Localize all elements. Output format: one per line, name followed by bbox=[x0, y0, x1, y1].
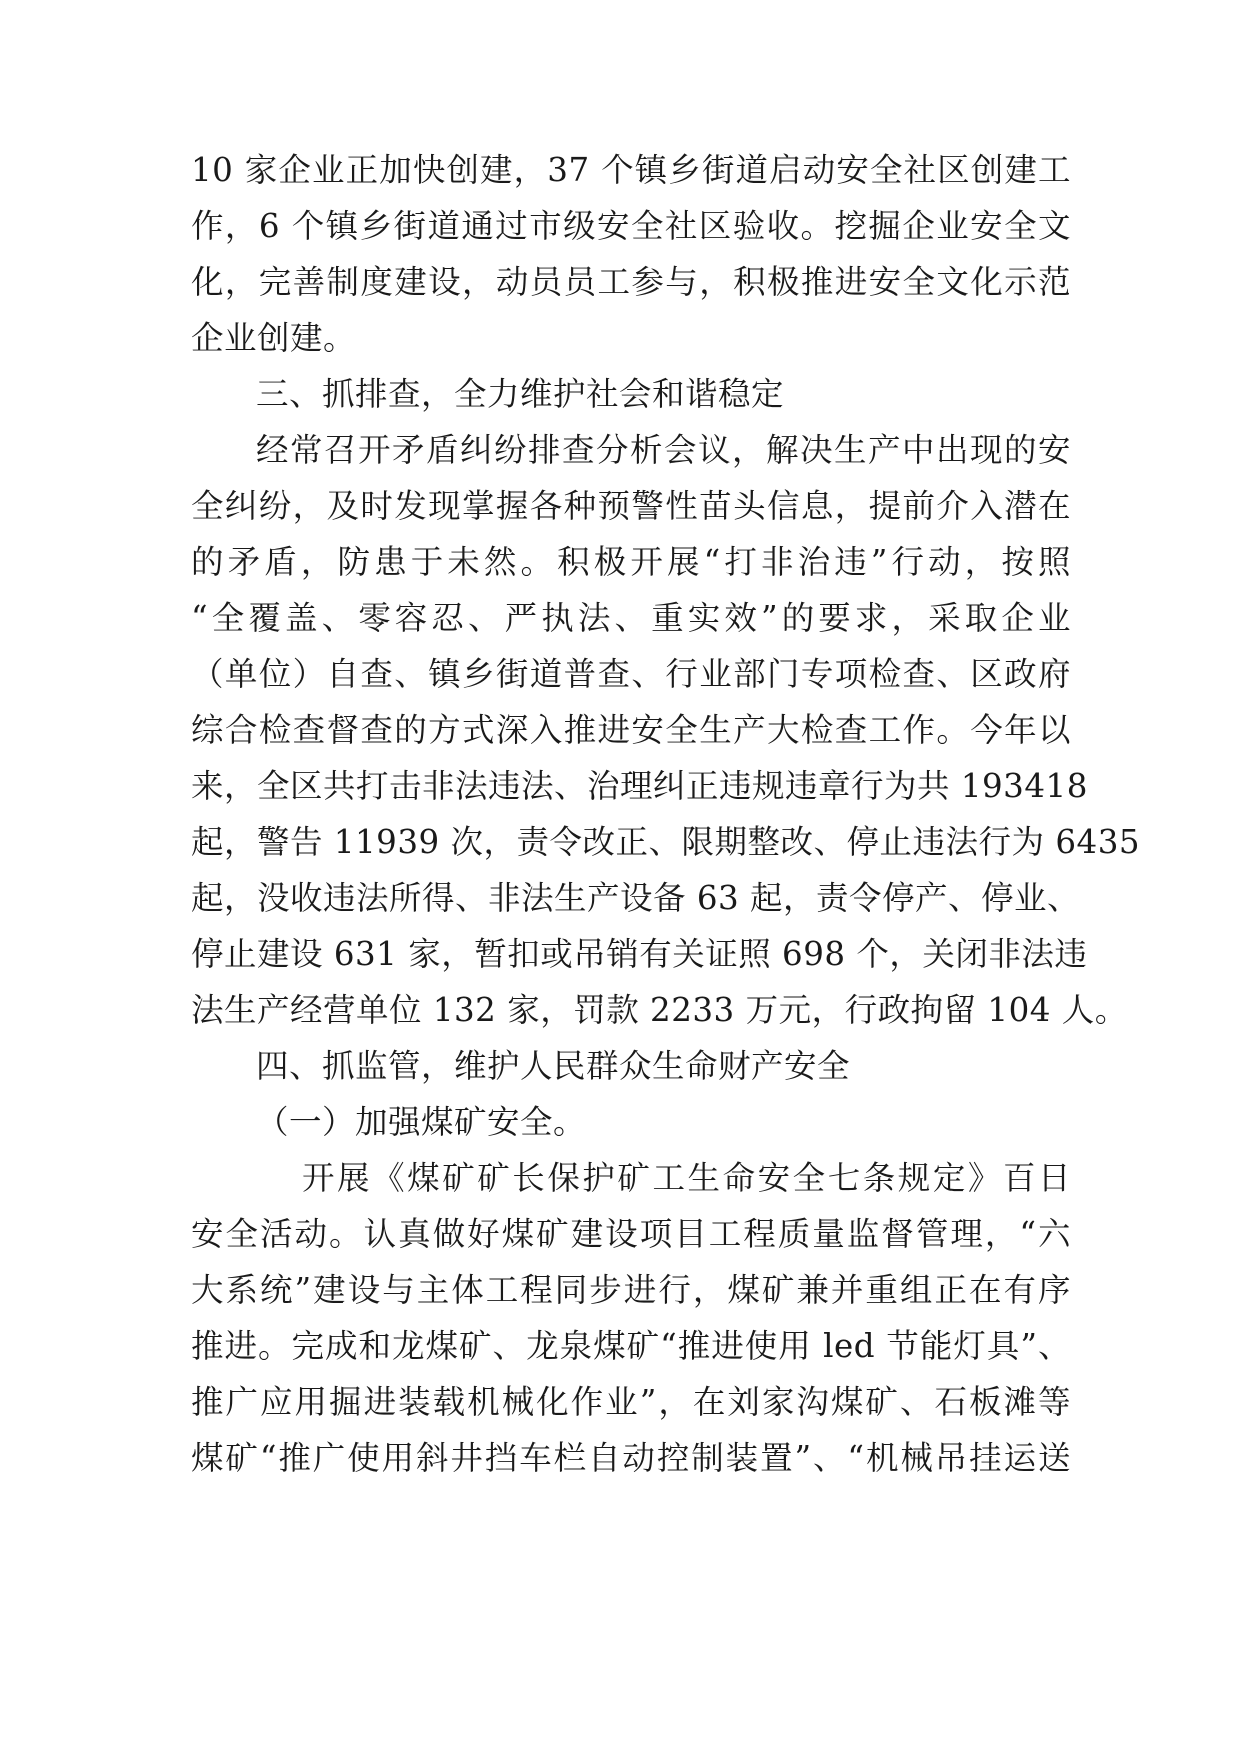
paragraph-line: 作，6 个镇乡街道通过市级安全社区验收。挖掘企业安全文 bbox=[191, 207, 1071, 245]
paragraph-line: 10 家企业正加快创建，37 个镇乡街道启动安全社区创建工 bbox=[191, 151, 1071, 189]
paragraph-line: 起，没收违法所得、非法生产设备 63 起，责令停产、停业、 bbox=[191, 879, 1081, 917]
paragraph-line: 停止建设 631 家，暂扣或吊销有关证照 698 个，关闭非法违 bbox=[191, 935, 1088, 973]
paragraph-line: 开展《煤矿矿长保护矿工生命安全七条规定》百日 bbox=[302, 1159, 1071, 1197]
section-heading: 四、抓监管，维护人民群众生命财产安全 bbox=[256, 1047, 851, 1085]
paragraph-line: 经常召开矛盾纠纷排查分析会议，解决生产中出现的安 bbox=[256, 431, 1071, 469]
paragraph-line: 企业创建。 bbox=[191, 319, 357, 357]
paragraph-line: 来，全区共打击非法违法、治理纠正违规违章行为共 193418 bbox=[191, 767, 1088, 805]
paragraph-line: 法生产经营单位 132 家，罚款 2233 万元，行政拘留 104 人。 bbox=[191, 991, 1128, 1029]
paragraph-line: 推进。完成和龙煤矿、龙泉煤矿“推进使用 led 节能灯具”、 bbox=[191, 1327, 1071, 1365]
paragraph-line: 起，警告 11939 次，责令改正、限期整改、停止违法行为 6435 bbox=[191, 823, 1141, 861]
paragraph-line: 综合检查督查的方式深入推进安全生产大检查工作。今年以 bbox=[191, 711, 1071, 749]
paragraph-line: 安全活动。认真做好煤矿建设项目工程质量监督管理，“六 bbox=[191, 1215, 1071, 1253]
paragraph-line: 煤矿“推广使用斜井挡车栏自动控制装置”、“机械吊挂运送 bbox=[191, 1439, 1071, 1477]
paragraph-line: 全纠纷，及时发现掌握各种预警性苗头信息，提前介入潜在 bbox=[191, 487, 1071, 525]
paragraph-line: 大系统”建设与主体工程同步进行，煤矿兼并重组正在有序 bbox=[191, 1271, 1071, 1309]
paragraph-line: （单位）自查、镇乡街道普查、行业部门专项检查、区政府 bbox=[191, 655, 1071, 693]
paragraph-line: 推广应用掘进装载机械化作业”，在刘家沟煤矿、石板滩等 bbox=[191, 1383, 1071, 1421]
subsection-heading: （一）加强煤矿安全。 bbox=[256, 1103, 587, 1141]
paragraph-line: 的矛盾，防患于未然。积极开展“打非治违”行动，按照 bbox=[191, 543, 1071, 581]
section-heading: 三、抓排查，全力维护社会和谐稳定 bbox=[256, 375, 785, 413]
paragraph-line: “全覆盖、零容忍、严执法、重实效”的要求，采取企业 bbox=[191, 599, 1071, 637]
paragraph-line: 化，完善制度建设，动员员工参与，积极推进安全文化示范 bbox=[191, 263, 1071, 301]
